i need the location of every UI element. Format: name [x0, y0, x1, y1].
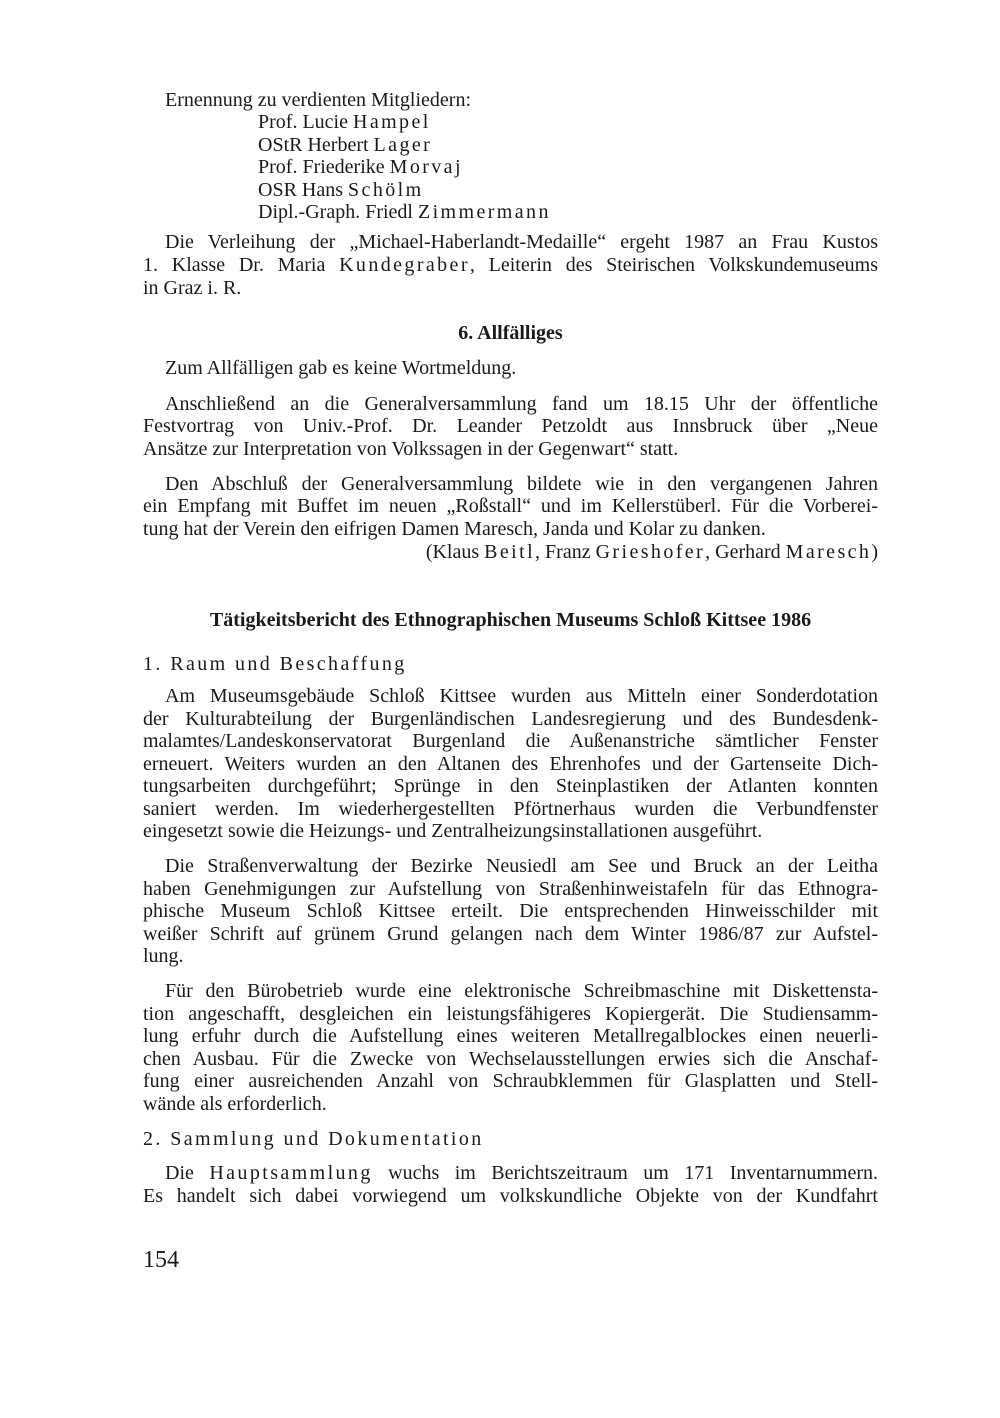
paragraph-line: Ansätze zur Interpretation von Volkssagen in der Gegenwart“ statt. — [143, 438, 679, 460]
paragraph-line: Anschließend an die Generalversammlung fand um 18.15 Uhr der öffentliche — [165, 393, 878, 415]
signature — [143, 540, 878, 564]
text-segment: OStR Herbert — [258, 134, 374, 156]
paragraph-line: tungsarbeiten durchgeführt; Sprünge in den Steinplastiken der Atlanten konnten — [143, 775, 878, 797]
paragraph-line: der Kulturabteilung der Burgenländischen Landesregierung und des Bundesdenk- — [143, 707, 878, 730]
paragraph-line: weißer Schrift auf grünem Grund gelangen nach dem Winter 1986/87 zur Aufstel- — [143, 922, 878, 945]
paragraph-line: Zum Allfälligen gab es keine Wortmeldung. — [165, 357, 517, 379]
text-segment: wuchs im Berichtszeitraum um 171 Inventarnummern. — [372, 1162, 878, 1184]
spaced-name: Morvaj — [389, 156, 463, 178]
paragraph-line: haben Genehmigungen zur Aufstellung von Straßenhinweistafeln für das Ethnogra- — [143, 877, 878, 900]
member-name — [258, 178, 878, 202]
spaced-name: Kundegraber — [339, 254, 470, 276]
member-name — [258, 110, 878, 134]
text-segment: , Gerhard — [705, 541, 786, 563]
paragraph-line: fung einer ausreichenden Anzahl von Schraubklemmen für Glasplatten und Stell- — [143, 1070, 878, 1092]
paragraph-line: ein Empfang mit Buffet im neuen „Roßstall“ und im Kellerstüberl. Für die Vorberei- — [143, 495, 878, 517]
member-name — [258, 200, 878, 224]
member-name — [258, 133, 878, 157]
spaced-name: Maresch — [785, 541, 872, 563]
paragraph-line: erneuert. Weiters wurden an den Altanen des Ehrenhofes und der Gartenseite Dich- — [143, 752, 878, 775]
paragraph-line: chen Ausbau. Für die Zwecke von Wechselausstellungen erwies sich die Anschaf- — [143, 1047, 878, 1070]
text-segment: , Franz — [535, 541, 596, 563]
text-segment: ) — [871, 541, 878, 563]
member-name — [258, 155, 878, 179]
members-intro: Ernennung zu verdienten Mitgliedern: — [165, 89, 472, 111]
paragraph-line: Festvortrag von Univ.-Prof. Dr. Leander Petzoldt aus Innsbruck über „Neue — [143, 415, 878, 437]
text-segment: 1. Klasse Dr. Maria — [143, 254, 340, 276]
spaced-name: Beitl — [484, 541, 536, 563]
text-segment: Prof. Lucie — [258, 111, 353, 133]
paragraph-line: tion angeschafft, desgleichen ein leistungsfähigeres Kopiergerät. Die Studiensamm- — [143, 1002, 878, 1025]
text-segment: Prof. Friederike — [258, 156, 390, 178]
page-number: 154 — [143, 1247, 179, 1273]
text-segment: Die — [165, 1162, 210, 1184]
paragraph-line: eingesetzt sowie die Heizungs- und Zentralheizungsinstallationen ausgeführt. — [143, 820, 763, 842]
section-heading: 6. Allfälliges — [458, 322, 563, 344]
paragraph-line: Es handelt sich dabei vorwiegend um volkskundliche Objekte von der Kundfahrt — [143, 1185, 878, 1207]
paragraph-line: tung hat der Verein den eifrigen Damen Maresch, Janda und Kolar zu danken. — [143, 518, 766, 540]
spaced-name: Zimmermann — [417, 201, 551, 223]
medal-line: in Graz i. R. — [143, 277, 242, 299]
medal-line — [143, 253, 878, 277]
paragraph-line: lung. — [143, 945, 184, 967]
paragraph-line: Die Straßenverwaltung der Bezirke Neusiedl am See und Bruck an der Leitha — [165, 855, 878, 877]
paragraph-line: Für den Bürobetrieb wurde eine elektronische Schreibmaschine mit Diskettensta- — [165, 980, 878, 1002]
spaced-name: Lager — [373, 134, 433, 156]
text-segment: (Klaus — [425, 541, 485, 563]
paragraph-line: Am Museumsgebäude Schloß Kittsee wurden aus Mitteln einer Sonderdotation — [165, 685, 878, 707]
subsection-heading: 1. Raum und Beschaffung — [143, 653, 407, 675]
paragraph-line: malamtes/Landeskonservatorat Burgenland die Außenanstriche sämtlicher Fenster — [143, 730, 878, 752]
subsection-heading: 2. Sammlung und Dokumentation — [143, 1128, 484, 1150]
text-segment: , Leiterin des Steirischen Volkskundemuseums — [469, 254, 879, 276]
text-segment: OSR Hans — [258, 179, 349, 201]
spaced-name: Grieshofer — [595, 541, 706, 563]
paragraph-line: lung erfuhr durch die Aufstellung eines weiteren Metallregalblockes einen neuerli- — [143, 1025, 878, 1047]
paragraph-line: Den Abschluß der Generalversammlung bildete wie in den vergangenen Jahren — [165, 473, 878, 495]
spaced-name: Schölm — [348, 179, 424, 201]
text-segment: Dipl.-Graph. Friedl — [258, 201, 418, 223]
medal-line: Die Verleihung der „Michael-Haberlandt-Medaille“ ergeht 1987 an Frau Kustos — [165, 231, 878, 253]
report-title: Tätigkeitsbericht des Ethnographischen Museums Schloß Kittsee 1986 — [209, 609, 812, 631]
spaced-name: Hampel — [352, 111, 431, 133]
spaced-name: Hauptsammlung — [209, 1162, 373, 1184]
paragraph-line: phische Museum Schloß Kittsee erteilt. Die entsprechenden Hinweisschilder mit — [143, 900, 878, 922]
paragraph-line: wände als erforderlich. — [143, 1092, 327, 1115]
paragraph-line — [165, 1161, 878, 1185]
paragraph-line: saniert werden. Im wiederhergestellten Pförtnerhaus wurden die Verbundfenster — [143, 797, 878, 820]
